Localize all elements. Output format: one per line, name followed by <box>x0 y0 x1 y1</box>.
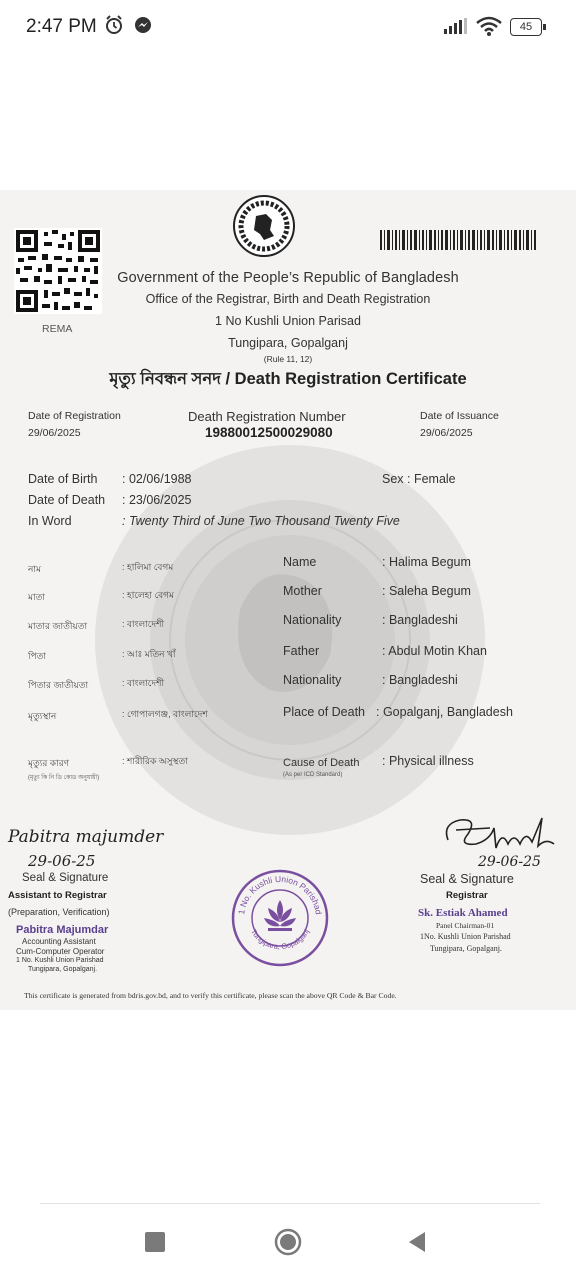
sex-value: Sex : Female <box>382 472 456 486</box>
father-value: : Abdul Motin Khan <box>382 644 487 658</box>
certificate-document <box>0 190 576 1010</box>
seal-top-text: 1 No. Kushli Union Parishad <box>236 873 324 916</box>
bangla-cause-value: : শারীরিক অসুস্থতা <box>122 756 188 766</box>
left-handwritten-name: Pabitra majumder <box>8 827 164 847</box>
office-title: Office of the Registrar, Birth and Death Registration <box>145 292 431 306</box>
father-nationality-value: : Bangladeshi <box>382 673 458 687</box>
bangla-father-nationality-value: : বাংলাদেশী <box>122 678 165 688</box>
bangla-cause-note: (মৃত্যু কি নি ডি কোড অনুযায়ী) <box>28 775 100 781</box>
wifi-icon <box>476 16 502 41</box>
assistant-registrar-role: Assistant to Registrar <box>8 890 107 901</box>
certificate-title: মৃত্যু নিবন্ধন সনদ / Death Registration Certificate <box>109 370 467 388</box>
union-parishad-seal-icon <box>230 868 330 968</box>
left-handwritten-date: 29-06-25 <box>28 852 96 870</box>
bangla-name-label: নাম <box>28 564 41 574</box>
government-emblem-icon <box>232 194 296 258</box>
location-title: Tungipara, Gopalganj <box>228 336 348 350</box>
bangla-father-label: পিতা <box>28 651 47 661</box>
assistant-name: Pabitra Majumdar <box>16 924 109 936</box>
registration-number-value: 19880012500029080 <box>205 425 333 440</box>
cause-of-death-label: Cause of Death <box>283 757 360 769</box>
battery-icon: 45 <box>510 18 542 36</box>
in-word-label: In Word <box>28 514 72 528</box>
back-button[interactable] <box>406 1231 428 1253</box>
assistant-line3: 1 No. Kushli Union Parishad <box>16 957 104 964</box>
bangla-mother-label: মাতা <box>28 592 45 602</box>
place-of-death-value: : Gopalganj, Bangladesh <box>376 705 513 719</box>
bangla-place-of-death-value: : গোপালগঞ্জ, বাংলাদেশ <box>122 709 208 719</box>
registrar-line1: Panel Chairman-01 <box>436 921 495 930</box>
bangla-cause-label: মৃত্যুর কারণ <box>28 758 70 768</box>
name-label: Name <box>283 555 317 569</box>
certificate-footer: This certificate is generated from bdris.gov.bd, and to verify this certificate, please scan the above QR Code & Bar Code. <box>24 991 397 1000</box>
mother-value: : Saleha Begum <box>382 584 471 598</box>
bangla-father-nationality-label: পিতার জাতীয়তা <box>28 680 89 690</box>
government-title: Government of the People’s Republic of Bangladesh <box>117 270 459 286</box>
in-word-value: : Twenty Third of June Two Thousand Twenty Five <box>122 514 400 528</box>
bangla-mother-nationality-label: মাতার জাতীয়তা <box>28 621 88 631</box>
registrar-line3: Tungipara, Gopalganj. <box>430 944 502 953</box>
assistant-role-note: (Preparation, Verification) <box>8 907 110 917</box>
registrar-name: Sk. Estiak Ahamed <box>418 907 508 919</box>
seal-bottom-text: Tungipara, Gopalganj <box>248 927 312 952</box>
status-time: 2:47 PM <box>26 16 97 37</box>
bangla-mother-nationality-value: : বাংলাদেশী <box>122 619 165 629</box>
barcode-icon[interactable] <box>380 230 536 250</box>
dob-value: : 02/06/1988 <box>122 472 192 486</box>
date-of-issuance-value: 29/06/2025 <box>420 427 473 439</box>
right-handwritten-date: 29-06-25 <box>478 854 541 870</box>
dod-value: : 23/06/2025 <box>122 493 192 507</box>
cause-of-death-note: (As per ICD Standard) <box>283 772 343 778</box>
date-of-registration-value: 29/06/2025 <box>28 427 81 439</box>
bangla-father-value: : আঃ মতিন খাঁ <box>122 649 176 659</box>
bangla-place-of-death-label: মৃত্যুস্থান <box>28 711 57 721</box>
registrar-role: Registrar <box>446 890 488 901</box>
bangla-mother-value: : হালেহা বেগম <box>122 590 175 600</box>
status-bar <box>0 0 576 56</box>
date-of-issuance-label: Date of Issuance <box>420 410 499 422</box>
union-title: 1 No Kushli Union Parisad <box>215 314 361 328</box>
right-seal-signature-heading: Seal & Signature <box>420 872 514 886</box>
place-of-death-label: Place of Death <box>283 705 365 719</box>
messenger-icon <box>134 16 152 39</box>
registrar-line2: 1No. Kushli Union Parishad <box>420 932 511 941</box>
dob-label: Date of Birth <box>28 472 98 486</box>
signal-icon <box>444 18 468 39</box>
rema-label: REMA <box>42 323 73 335</box>
dod-label: Date of Death <box>28 493 106 507</box>
rule-text: (Rule 11, 12) <box>263 354 313 364</box>
cause-of-death-value: : Physical illness <box>382 754 474 768</box>
recent-apps-button[interactable] <box>145 1232 165 1252</box>
father-label: Father <box>283 644 320 658</box>
mother-nationality-value: : Bangladeshi <box>382 613 458 627</box>
mother-nationality-label: Nationality <box>283 613 342 627</box>
assistant-line1: Accounting Assistant <box>22 937 96 946</box>
registration-number-label: Death Registration Number <box>188 409 346 424</box>
alarm-icon <box>104 14 124 41</box>
name-value: : Halima Begum <box>382 555 471 569</box>
nav-divider <box>40 1203 540 1204</box>
left-seal-signature-heading: Seal & Signature <box>22 872 109 884</box>
assistant-line4: Tungipara, Gopalganj. <box>28 966 98 973</box>
home-button[interactable] <box>274 1228 302 1256</box>
bangla-name-value: : হালিমা বেগম <box>122 562 174 572</box>
assistant-line2: Cum-Computer Operator <box>16 947 105 956</box>
mother-label: Mother <box>283 584 322 598</box>
father-nationality-label: Nationality <box>283 673 342 687</box>
date-of-registration-label: Date of Registration <box>28 410 121 422</box>
